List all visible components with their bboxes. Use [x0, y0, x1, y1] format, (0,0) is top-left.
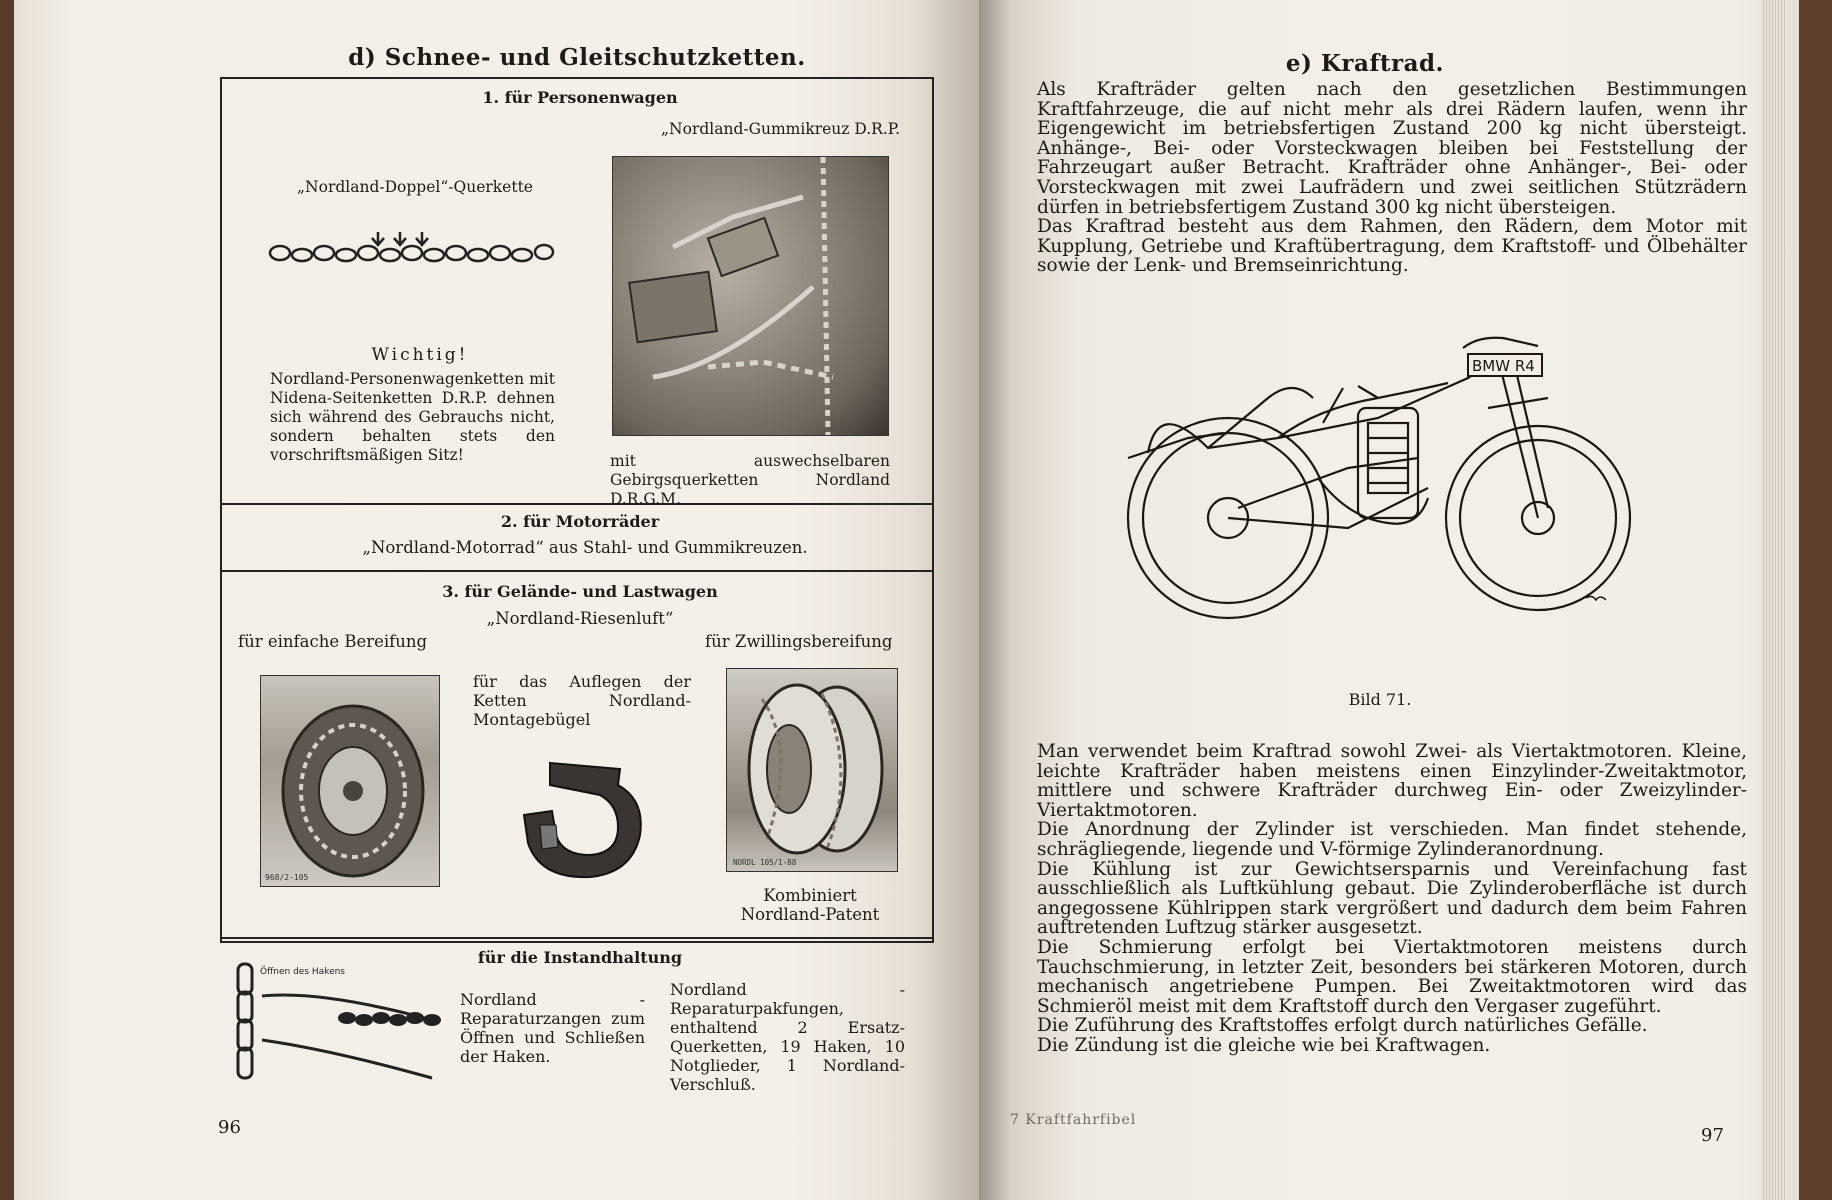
engine-text: [1037, 742, 1747, 1056]
repair-pack-text: Nordland - Reparaturpakfungen, enthaltend 2 Ersatz-Querketten, 19 Haken, 10 Notglieder, 1 Nordland-Verschluß.: [670, 980, 905, 1094]
left-page-title: d) Schnee- und Gleitschutzketten.: [348, 44, 806, 71]
paragraph: Die Kühlung ist zur Gewichtsersparnis und Vereinfachung fast ausschließlich als Luftkühlung gebaut. Die Zylinderoberfläche ist durch angegossene Kühlrippen stark vergrößert und dadurch dem beim Fahren auftretenden Luftzug stärker ausgesetzt.: [1037, 858, 1747, 939]
footer-signature: 7 Kraftfahrfibel: [1010, 1112, 1137, 1128]
right-page-number: 97: [1701, 1125, 1724, 1146]
figure-caption: Bild 71.: [1348, 690, 1412, 709]
single-tire-mark: 968/2-105: [265, 873, 309, 882]
paragraph: Die Zuführung des Kraftstoffes erfolgt durch natürliches Gefälle.: [1037, 1015, 1648, 1037]
repair-pliers-text: Nordland - Reparaturzangen zum Öffnen und Schließen der Haken.: [460, 990, 645, 1066]
section2-text: „Nordland-Motorrad“ aus Stahl- und Gummikreuzen.: [362, 538, 808, 557]
section3-subheading: „Nordland-Riesenluft“: [486, 609, 674, 628]
doppel-querkette-caption: „Nordland-Doppel“-Querkette: [297, 178, 533, 196]
section1-heading: 1. für Personenwagen: [482, 88, 678, 107]
twin-tire-label: für Zwillingsbereifung: [705, 632, 893, 651]
gebirgsquerketten-caption: mit auswechselbaren Gebirgsquerketten Nordland D.R.G.M.: [610, 452, 890, 508]
book-cover-left: [0, 0, 14, 1200]
paragraph: Als Krafträder gelten nach den gesetzlichen Bestimmungen Kraftfahrzeuge, die auf nicht mehr als drei Rädern laufen, wenn ihr Eigengewicht im betriebsfertigen Zustand 200 kg nicht übersteigt. Anhänge-, Bei- oder Vorsteckwagen bleiben bei Feststellung der Fahrzeugart außer Betracht. Krafträder ohne Anhänger-, Bei- oder Vorsteckwagen mit zwei Laufrädern und zwei seitlichen Stützrädern dürfen in betriebsfertigem Zustand 300 kg nicht übersteigen.: [1037, 79, 1747, 218]
kombiniert-caption: Kombiniert Nordland-Patent: [740, 886, 880, 924]
gummikreuz-caption: „Nordland-Gummikreuz D.R.P.: [661, 120, 900, 138]
note-text: Nordland-Personenwagenketten mit Nidena-Seitenketten D.R.P. dehnen sich während des Gebrauchs nicht, sondern behalten stets den vorschriftsmäßigen Sitz!: [270, 370, 555, 464]
section4-heading: für die Instandhaltung: [477, 948, 683, 967]
repair-pliers-illustration: [232, 960, 452, 1085]
paragraph: Die Schmierung erfolgt bei Viertaktmotoren meistens durch Tauchschmierung, in letzter Zeit, besonders bei stärkeren Motoren, durch mechanisch angetriebene Pumpen. Bei Zweitaktmotoren wird das Schmieröl meist mit dem Kraftstoff durch den Vergaser zugeführt.: [1037, 936, 1747, 1017]
paragraph: Die Anordnung der Zylinder ist verschieden. Man findet stehende, schrägliegende, liegende und V-förmige Zylinderanordnung.: [1037, 819, 1747, 860]
hook-label: Öffnen des Hakens: [260, 967, 345, 977]
motorcycle-illustration: [1118, 328, 1638, 628]
intro-text: [1037, 80, 1747, 276]
twin-tire-mark: NORDL 105/1-88: [733, 858, 797, 867]
paragraph: Die Zündung ist die gleiche wie bei Kraftwagen.: [1037, 1034, 1491, 1056]
mounting-text: für das Auflegen der Ketten Nordland-Montagebügel: [473, 672, 691, 729]
mounting-bracket-illustration: [500, 755, 660, 885]
note-title: Wichtig!: [371, 345, 469, 365]
section-divider-2: [220, 570, 934, 572]
twin-tire-photo: [726, 668, 898, 872]
paragraph: Man verwendet beim Kraftrad sowohl Zwei- als Viertaktmotoren. Kleine, leichte Krafträder haben meistens einen Einzylinder-Zweitaktmotor, mittlere und schwere Krafträder durchweg Ein- oder Zweizylinder-Viertaktmotoren.: [1037, 741, 1747, 821]
book-cover-right: [1799, 0, 1832, 1200]
paragraph: Das Kraftrad besteht aus dem Rahmen, den Rädern, dem Motor mit Kupplung, Getriebe und Kraftübertragung, dem Kraftstoff- und Ölbehälter sowie der Lenk- und Bremseinrichtung.: [1037, 216, 1747, 277]
gummikreuz-photo: [612, 156, 889, 436]
section3-heading: 3. für Gelände- und Lastwagen: [442, 582, 718, 601]
license-plate: BMW R4: [1472, 357, 1535, 375]
cross-chain-illustration: [268, 226, 558, 276]
section2-heading: 2. für Motorräder: [500, 512, 660, 531]
section-divider-3: [220, 937, 934, 939]
right-page-title: e) Kraftrad.: [1285, 50, 1445, 77]
left-page-number: 96: [218, 1117, 241, 1138]
single-tire-photo: [260, 675, 440, 887]
single-tire-label: für einfache Bereifung: [238, 632, 428, 651]
